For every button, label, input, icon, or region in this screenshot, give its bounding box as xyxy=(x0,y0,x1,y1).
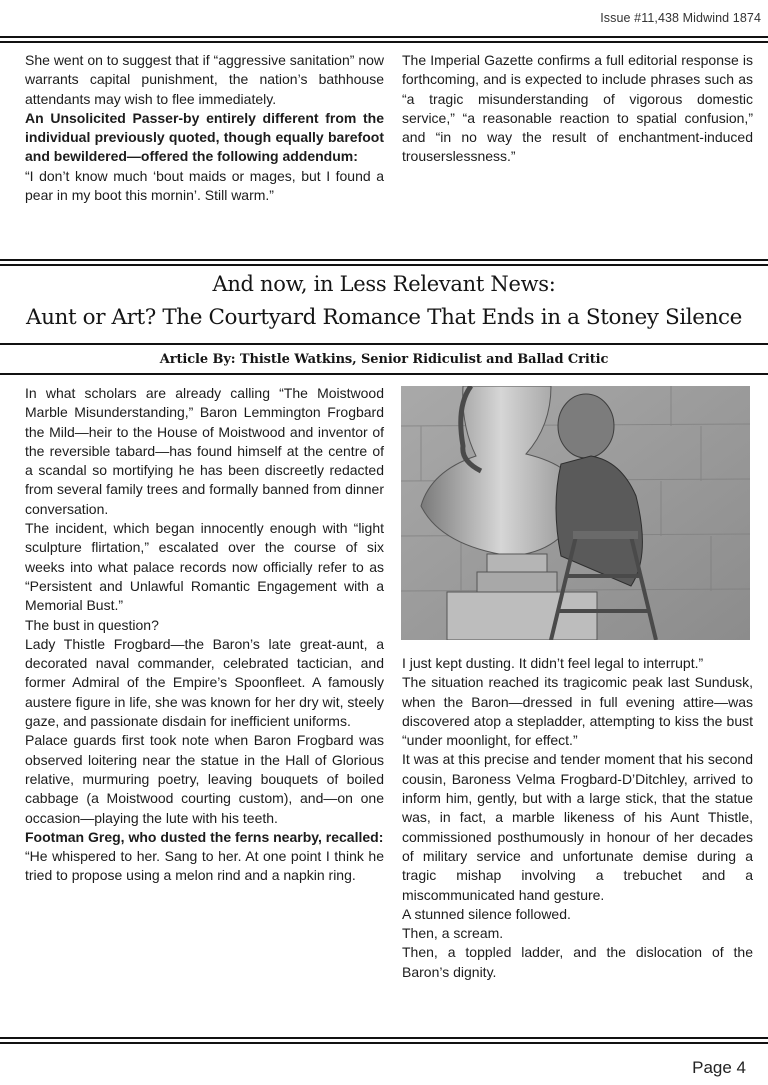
paragraph-quote: I just kept dusting. It didn’t feel legal to interrupt.” xyxy=(402,655,704,671)
paragraph: It was at this precise and tender moment that his second cousin, Baroness Velma Frogbard-D’Ditchley, arrived to inform him, gently, but with a large stick, that the statue was, in fact, a marble likeness of his Aunt Thistle, commissioned posthumously in honour of her decades of military service and unfortunate demise during a tragic mishap involving a trebuchet and a miscommunicated hand gesture. xyxy=(402,751,753,903)
paragraph: Then, a toppled ladder, and the dislocation of the Baron’s dignity. xyxy=(402,944,753,980)
paragraph-quote: “I don’t know much ‘bout maids or mages, but I found a pear in my boot this mornin’. Still warm.” xyxy=(25,167,384,204)
previous-article-left-column xyxy=(25,51,384,205)
footer-divider xyxy=(0,1037,768,1045)
paragraph: The incident, which began innocently enough with “light sculpture flirtation,” escalated over the course of six weeks into what palace records now officially refer to as “Persistent and Unlawful Romantic Engagement with a Memorial Bust.” xyxy=(25,520,384,614)
article-byline: Article By: Thistle Watkins, Senior Ridiculist and Ballad Critic xyxy=(159,352,609,367)
paragraph-bold: An Unsolicited Passer-by entirely different from the individual previously quoted, though equally barefoot and bewildered—offered the following addendum: xyxy=(25,109,384,165)
paragraph: Lady Thistle Frogbard—the Baron’s late great-aunt, a decorated naval commander, celebrated tactician, and former Admiral of the Empire’s Spoonfleet. A famously austere figure in life, she was known for her dry wit, steely gaze, and passionate disdain for inefficient uniforms. xyxy=(25,635,384,730)
byline-divider xyxy=(0,373,768,375)
paragraph-bold: Footman Greg, who dusted the ferns nearby, recalled: xyxy=(25,828,384,845)
previous-article-right-column xyxy=(402,51,753,167)
paragraph: She went on to suggest that if “aggressive sanitation” now warrants capital punishment, the nation’s bathhouse attendants may wish to flee immediately. xyxy=(25,52,384,107)
paragraph: The situation reached its tragicomic peak last Sundusk, when the Baron—dressed in full evening attire—was discovered atop a stepladder, attempting to kiss the bust “under moonlight, for effect.” xyxy=(402,674,753,749)
article-kicker: And now, in Less Relevant News: xyxy=(212,272,556,296)
article-title: Aunt or Art? The Courtyard Romance That Ends in a Stoney Silence xyxy=(25,305,743,330)
page-number: Page 4 xyxy=(692,1058,746,1077)
paragraph: Palace guards first took note when Baron Frogbard was observed loitering near the statue in the Hall of Glorious relative, murmuring poetry, leaving bouquets of boiled cabbage (a Moistwood courting custom), and—on one occasion—playing the lute with his teeth. xyxy=(25,732,384,826)
article-left-column xyxy=(25,384,384,886)
illustration-image xyxy=(401,386,750,640)
paragraph: The bust in question? xyxy=(25,616,159,633)
issue-label: Issue #11,438 Midwind 1874 xyxy=(600,11,761,25)
title-divider xyxy=(0,343,768,345)
paragraph: A stunned silence followed. xyxy=(402,905,571,922)
header-divider xyxy=(0,36,768,44)
paragraph-quote: “He whispered to her. Sang to her. At one point I think he tried to propose using a melon rind and a napkin ring. xyxy=(25,848,384,884)
article-right-column xyxy=(402,654,753,982)
paragraph: In what scholars are already calling “The Moistwood Marble Misunderstanding,” Baron Lemmington Frogbard the Mild—heir to the House of Moistwood and inventor of the reversible tabard—has found himself at the centre of a scandal so mortifying he has been discreetly redacted from several family trees and formally banned from dinner conversation. xyxy=(25,385,384,517)
paragraph: The Imperial Gazette confirms a full editorial response is forthcoming, and is expected to include phrases such as “a tragic misunderstanding of vigorous domestic service,” “a reasonable reaction to spatial confusion,” and “in no way the result of enchantment-induced trouserslessness.” xyxy=(402,52,753,165)
illustration-icon xyxy=(401,386,750,640)
section-divider xyxy=(0,259,768,267)
paragraph: Then, a scream. xyxy=(402,925,504,942)
